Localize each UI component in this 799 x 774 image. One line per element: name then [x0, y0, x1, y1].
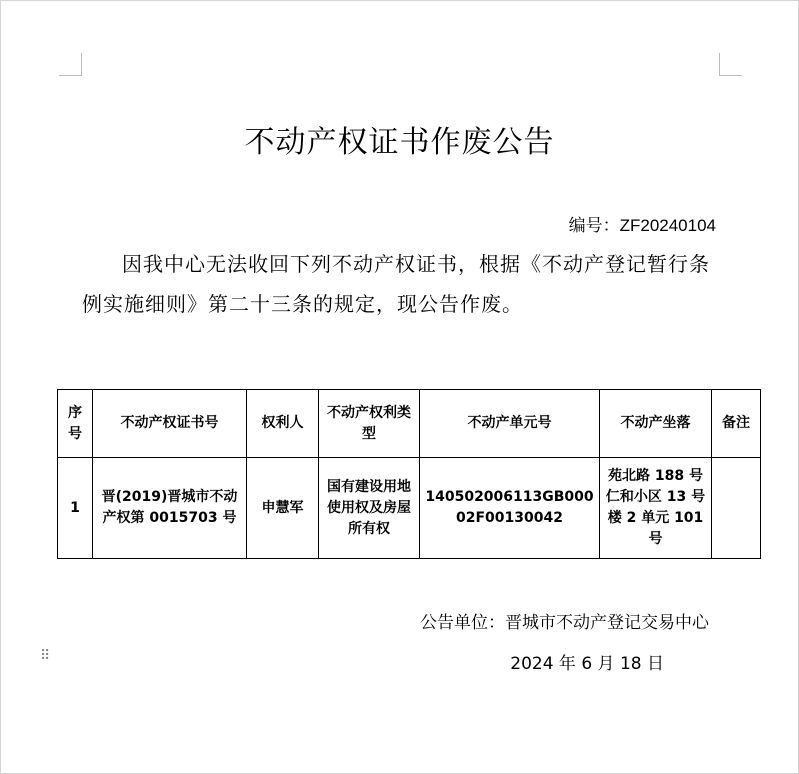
table-header-row — [58, 390, 761, 458]
header-remark: 备注 — [712, 390, 761, 458]
header-certificate-no: 不动产权证书号 — [93, 390, 247, 458]
margin-corner-top-right — [719, 53, 742, 76]
header-right-type: 不动产权利类型 — [319, 390, 420, 458]
cell-location: 苑北路 188 号仁和小区 13 号楼 2 单元 101 号 — [600, 458, 712, 559]
cell-unit-no: 140502006113GB00002F00130042 — [420, 458, 600, 559]
document-number-label: 编号： — [568, 216, 620, 236]
header-index: 序号 — [58, 390, 93, 458]
issue-date: 2024 年 6 月 18 日 — [510, 654, 664, 674]
header-holder: 权利人 — [247, 390, 319, 458]
header-unit-no: 不动产单元号 — [420, 390, 600, 458]
cell-certificate-no: 晋(2019)晋城市不动产权第 0015703 号 — [93, 458, 247, 559]
drag-handle-icon[interactable]: ⠿ — [40, 648, 51, 664]
cell-remark — [712, 458, 761, 559]
document-number-value: ZF20240104 — [619, 216, 716, 235]
certificate-table — [57, 389, 761, 559]
announcement-body: 因我中心无法收回下列不动产权证书，根据《不动产登记暂行条例实施细则》第二十三条的规定，现公告作废。 — [82, 252, 710, 316]
document-number — [569, 211, 716, 236]
table-row — [58, 458, 761, 559]
issuing-organization: 公告单位：晋城市不动产登记交易中心 — [420, 613, 709, 633]
cell-index: 1 — [58, 458, 93, 559]
margin-corner-top-left — [59, 53, 82, 76]
cell-right-type: 国有建设用地使用权及房屋所有权 — [319, 458, 420, 559]
cell-holder: 申慧军 — [247, 458, 319, 559]
document-title: 不动产权证书作废公告 — [244, 125, 555, 160]
header-location: 不动产坐落 — [600, 390, 712, 458]
